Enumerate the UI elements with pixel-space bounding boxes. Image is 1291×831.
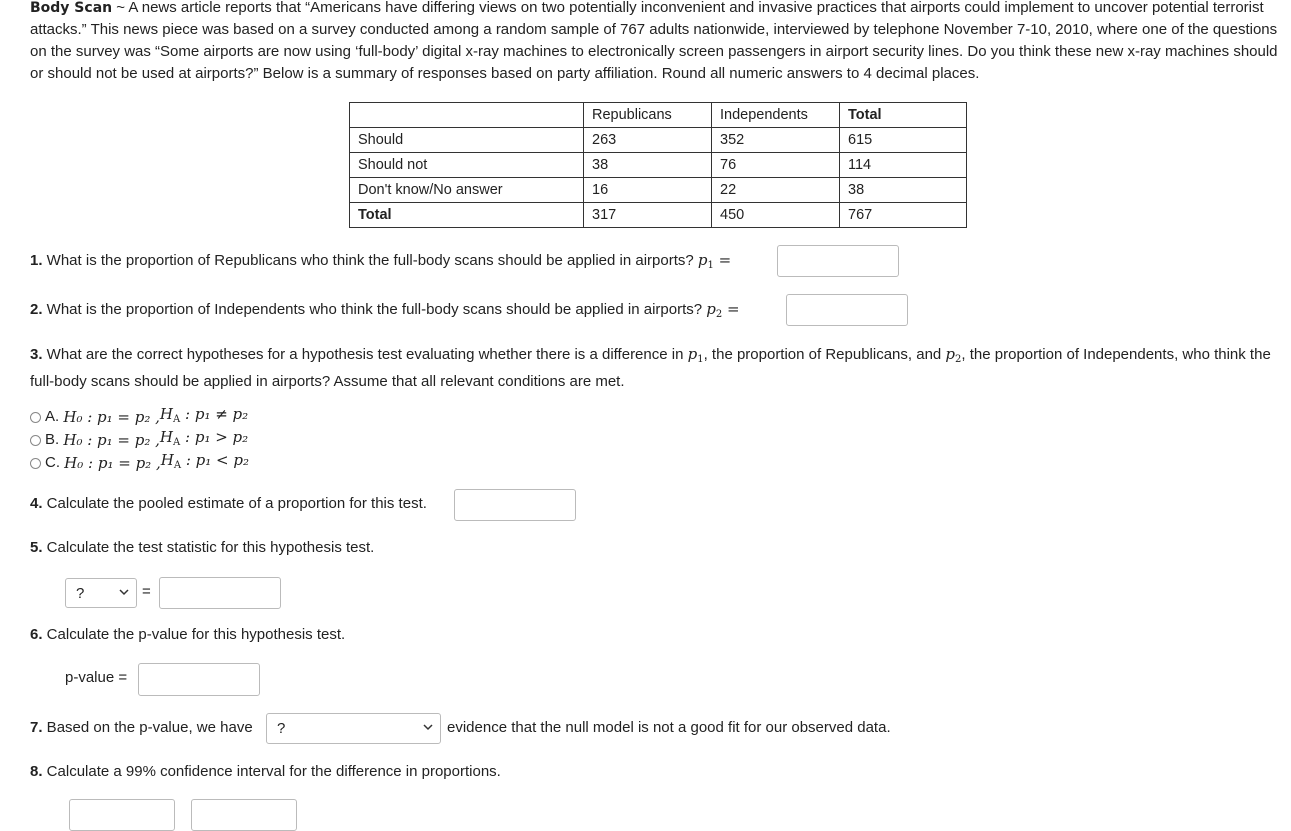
p1-answer-input[interactable] xyxy=(777,245,899,277)
question-number: 8. xyxy=(30,763,43,780)
question-number: 5. xyxy=(30,539,43,556)
option-c[interactable] xyxy=(30,449,249,477)
problem-title: Body Scan xyxy=(30,0,113,16)
test-statistic-input[interactable] xyxy=(159,577,281,609)
table-cell xyxy=(350,103,584,128)
row-label: Don't know/No answer xyxy=(350,178,584,203)
table-cell: 114 xyxy=(840,153,967,178)
table-cell: 450 xyxy=(712,203,840,228)
chevron-down-icon xyxy=(118,586,130,598)
question-2: 2. What is the proportion of Independents who think the full-body scans should be applied in airports? $p_2$ = xyxy=(30,300,740,320)
question-number: 1. xyxy=(30,252,43,269)
table-cell: 767 xyxy=(840,203,967,228)
question-text: evidence that the null model is not a good fit for our observed data. xyxy=(447,719,891,736)
question-text: Based on the p-value, we have xyxy=(42,719,253,736)
question-7 xyxy=(30,717,253,739)
chevron-down-icon xyxy=(422,721,434,733)
row-label: Should xyxy=(350,128,584,153)
row-label: Should not xyxy=(350,153,584,178)
question-8 xyxy=(30,761,501,783)
alt-hypothesis: $H_A$ : p₁ < p₂ xyxy=(160,451,249,471)
row-label: Total xyxy=(350,203,584,228)
table-row xyxy=(350,178,967,203)
table-cell: 615 xyxy=(840,128,967,153)
radio-unchecked-icon[interactable] xyxy=(30,412,41,423)
ci-upper-input[interactable] xyxy=(191,799,297,831)
question-number: 3. xyxy=(30,346,43,363)
table-cell: 76 xyxy=(712,153,840,178)
table-row xyxy=(350,153,967,178)
question-number: 7. xyxy=(30,719,43,736)
null-hypothesis: H₀ : p₁ = p₂ , xyxy=(64,454,161,472)
p2-symbol: $p_2$ xyxy=(706,300,723,320)
radio-unchecked-icon[interactable] xyxy=(30,435,41,446)
question-text: What are the correct hypotheses for a hypothesis test evaluating whether there is a difference in xyxy=(42,346,688,363)
alt-hypothesis: $H_A$ : p₁ > p₂ xyxy=(159,428,249,448)
equals-sign: = xyxy=(142,583,151,600)
table-cell: 38 xyxy=(584,153,712,178)
table-header-row xyxy=(350,103,967,128)
null-hypothesis: H₀ : p₁ = p₂ , xyxy=(63,408,160,426)
question-text: , the proportion of Republicans, and xyxy=(703,346,946,363)
table-cell: 22 xyxy=(712,178,840,203)
question-1: 1. What is the proportion of Republicans who think the full-body scans should be applied in airports? $p_1$ = xyxy=(30,251,732,271)
p1-symbol: $p_1$ xyxy=(697,251,714,271)
question-text: Calculate the p-value for this hypothesis test. xyxy=(42,626,346,643)
pooled-estimate-input[interactable] xyxy=(454,489,576,521)
question-text: What is the proportion of Republicans who think the full-body scans should be applied in airports? xyxy=(42,252,698,269)
question-text: Calculate the test statistic for this hypothesis test. xyxy=(42,539,375,556)
table-cell: 263 xyxy=(584,128,712,153)
question-6 xyxy=(30,624,345,646)
select-value: ? xyxy=(76,584,85,602)
table-header: Republicans xyxy=(584,103,712,128)
question-3 xyxy=(30,343,1285,393)
table-cell: 317 xyxy=(584,203,712,228)
question-5 xyxy=(30,537,374,559)
table-row xyxy=(350,128,967,153)
question-text: Calculate a 99% confidence interval for the difference in proportions. xyxy=(42,763,501,780)
p-value-input[interactable] xyxy=(138,663,260,696)
option-letter: B. xyxy=(45,431,60,448)
option-letter: C. xyxy=(45,454,60,471)
null-hypothesis: H₀ : p₁ = p₂ , xyxy=(63,431,160,449)
radio-unchecked-icon[interactable] xyxy=(30,458,41,469)
table-cell: 352 xyxy=(712,128,840,153)
ci-lower-input[interactable] xyxy=(69,799,175,831)
p2-symbol: $p_2$ xyxy=(945,345,962,365)
question-4 xyxy=(30,493,427,515)
question-text: Calculate the pooled estimate of a proportion for this test. xyxy=(42,495,427,512)
alt-hypothesis: $H_A$ : p₁ ≠ p₂ xyxy=(159,405,249,425)
table-row-total xyxy=(350,203,967,228)
option-letter: A. xyxy=(45,408,60,425)
table-header: Independents xyxy=(712,103,840,128)
question-number: 4. xyxy=(30,495,43,512)
test-statistic-select[interactable] xyxy=(65,578,137,608)
question-number: 6. xyxy=(30,626,43,643)
problem-text: ~ A news article reports that “Americans have differing views on two potentially inconvenient and invasive practices that airports could implement to uncover potential terrorist attacks.” This news piece was based on a survey conducted among a random sample of 767 adults nationwide, interviewed by telephone November 7-10, 2010, where one of the questions on the survey was “Some airports are now using ‘full-body’ digital x-ray machines to electronically screen passengers in airport security lines. Do you think these new x-ray machines should or should not be used at airports?” Below is a summary of responses based on party affiliation. Round all numeric answers to 4 decimal places. xyxy=(30,0,1278,82)
select-value: ? xyxy=(277,720,286,737)
table-cell: 16 xyxy=(584,178,712,203)
summary-table xyxy=(349,102,967,228)
problem-intro xyxy=(30,0,1285,85)
p2-answer-input[interactable] xyxy=(786,294,908,326)
p-value-label: p-value = xyxy=(65,669,128,686)
table-cell: 38 xyxy=(840,178,967,203)
evidence-select[interactable] xyxy=(266,713,441,744)
table-header: Total xyxy=(840,103,967,128)
p1-symbol: $p_1$ xyxy=(687,345,704,365)
question-number: 2. xyxy=(30,301,43,318)
question-text: What is the proportion of Independents who think the full-body scans should be applied in airports? xyxy=(42,301,707,318)
question-text: , the proportion of Independents, who think the full-body scans should be applied in airports? Assume that all relevant conditions are met. xyxy=(30,346,1271,390)
